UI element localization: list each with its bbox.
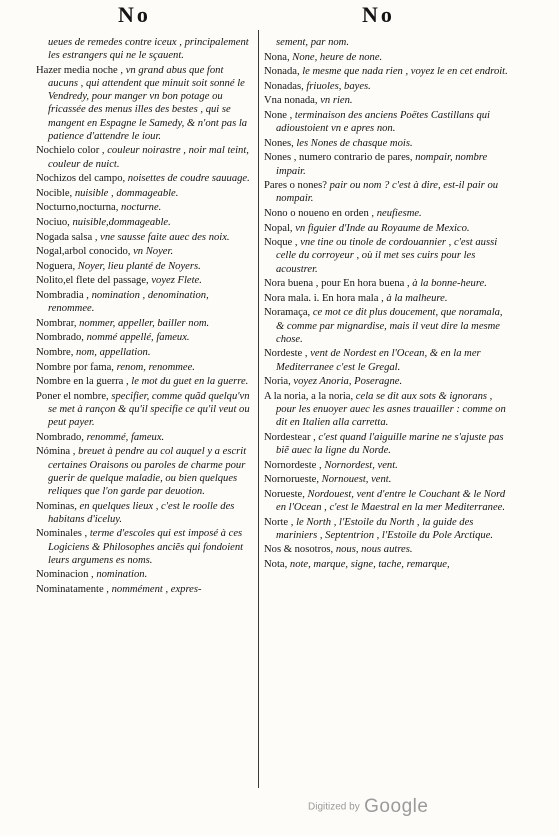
entry-translation: voyez Flete. <box>148 275 202 287</box>
entry-headword: Norte , <box>264 516 294 528</box>
dictionary-entry <box>264 236 510 276</box>
dictionary-entry <box>264 390 510 430</box>
dictionary-entry <box>36 64 256 143</box>
entry-translation: nomination , denomination, renommee. <box>48 289 209 315</box>
dictionary-entry <box>36 346 256 359</box>
left-running-head: No <box>118 2 151 27</box>
entry-translation: Nornordest, vent. <box>321 459 398 471</box>
entry-headword: Nombradia , <box>36 289 89 301</box>
entry-headword: Poner el nombre, <box>36 390 109 402</box>
entry-translation: les Nones de chasque mois. <box>293 137 413 149</box>
dictionary-entry <box>264 558 510 571</box>
entry-translation: vn Noyer. <box>130 246 174 258</box>
entry-translation: nommer, appeller, bailler nom. <box>76 317 210 329</box>
entry-translation: le North , l'Estoile du North , la guide des mariniers , Septentrion , l'Estoile du Pole Arctique. <box>276 516 494 541</box>
entry-headword: Nominatamente , <box>36 583 109 595</box>
entry-headword: Nonadas, <box>264 80 304 92</box>
entry-translation: noisettes de coudre sauuage. <box>125 173 250 185</box>
entry-headword: A la noria, a la noria, <box>264 390 354 402</box>
dictionary-entry <box>36 317 256 330</box>
entry-headword: Noria, <box>264 376 291 388</box>
entry-headword: Nonada, <box>264 66 300 78</box>
dictionary-entry <box>264 207 510 220</box>
dictionary-entry <box>264 222 510 235</box>
entry-headword: Nombrar, <box>36 317 77 329</box>
dictionary-entry <box>36 245 256 258</box>
entry-headword: Vna nonada, <box>264 95 318 107</box>
entry-headword: Nones, <box>264 137 294 149</box>
entry-headword: Nominacion , <box>36 569 94 581</box>
entry-headword: Nono o noueno en orden , <box>264 207 375 219</box>
dictionary-entry <box>264 292 510 305</box>
entry-headword: Nominas, <box>36 500 77 512</box>
entry-translation: vne sausse faite auec des noix. <box>97 231 230 243</box>
dictionary-entry <box>264 375 510 388</box>
dictionary-entry <box>264 431 510 457</box>
entry-translation: nompair, nombre impair. <box>276 152 488 177</box>
dictionary-entry <box>264 109 510 135</box>
entry-headword: Nora buena , pour En hora buena , <box>264 278 410 290</box>
dictionary-entry <box>264 516 510 542</box>
entry-translation: Noyer, lieu planté de Noyers. <box>75 260 201 272</box>
entry-headword: Nopal, <box>264 222 293 234</box>
dictionary-entry <box>36 431 256 444</box>
entry-translation: vn grand abus que font aucuns , qui attendent que minuit soit sonné le Vendredy, pour manger vn bon potage ou fricassée des menus illes des bestes , qui se mangent en Espagne le Samedy, & n'ont pas la patience d'attendre le iour. <box>48 64 248 142</box>
entry-translation: pair ou nom ? c'est à dire, est-il pair ou nompair. <box>276 180 499 205</box>
entry-translation: en quelques lieux , c'est le roolle des habitans d'iceluy. <box>48 500 235 525</box>
entry-translation: neufiesme. <box>374 207 422 219</box>
dictionary-entry <box>36 172 256 185</box>
dictionary-entry <box>36 289 256 315</box>
dictionary-entry <box>264 36 510 49</box>
entry-headword: Nona, <box>264 51 290 63</box>
dictionary-entry <box>36 500 256 526</box>
entry-translation: ce mot ce dit plus doucement, que noramala, & comme par mignardise, mais il veut dire la mesme chose. <box>276 307 503 345</box>
entry-translation: nous, nous autres. <box>333 544 413 556</box>
dictionary-entry <box>36 390 256 430</box>
entry-headword: Norueste, <box>264 488 305 500</box>
dictionary-entry <box>36 375 256 388</box>
entry-translation: vn figuier d'Inde au Royaume de Mexico. <box>292 222 470 234</box>
dictionary-entry <box>36 274 256 287</box>
dictionary-entry <box>36 144 256 170</box>
entry-translation: sement, par nom. <box>276 37 349 48</box>
dictionary-entry <box>36 216 256 229</box>
right-running-head: No <box>362 2 395 27</box>
entry-translation: vn rien. <box>317 95 353 107</box>
entry-headword: Nocturno,nocturna, <box>36 202 119 214</box>
entry-headword: Nornorueste, <box>264 474 320 486</box>
entry-translation: friuoles, bayes. <box>303 80 371 92</box>
entry-translation: nommément , expres- <box>108 583 202 595</box>
dictionary-entry <box>36 527 256 567</box>
entry-translation: le mot du guet en la guerre. <box>128 376 249 388</box>
entry-translation: ueues de remedes contre iceux , principalement les estrangers qui ne le sçauent. <box>48 37 249 62</box>
entry-translation: terme d'escoles qui est imposé à ces Logiciens & Philosophes anciẽs qui fondoient leurs argumens es noms. <box>48 528 244 566</box>
dictionary-entry <box>36 568 256 581</box>
entry-translation: nom, appellation. <box>73 346 151 358</box>
entry-headword: Nordestear , <box>264 431 316 443</box>
entry-headword: Nochielo color , <box>36 145 105 157</box>
entry-headword: Nos & nosotros, <box>264 544 334 556</box>
entry-translation: vne tine ou tinole de cordouannier , c'est aussi celle du corroyeur , où il met ses cuirs pour les acoustrer. <box>276 237 498 275</box>
column-divider <box>258 30 259 788</box>
dictionary-entry <box>264 473 510 486</box>
entry-headword: Nociuo, <box>36 216 70 228</box>
entry-translation: specifier, comme quãd quelqu'vn se met à rançon & qu'il specifie ce qu'il veut ou peut payer. <box>48 390 250 429</box>
entry-translation: à la malheure. <box>383 292 448 304</box>
dictionary-entry <box>36 231 256 244</box>
entry-translation: c'est quand l'aiguille marine ne s'ajuste pas biẽ auec la ligne du Norde. <box>276 431 504 456</box>
entry-translation: couleur noirastre , noir mal teint, couleur de nuict. <box>48 145 249 170</box>
entry-translation: cela se dit aux sots & ignorans , pour les enuoyer auec les asnes trauailler : comme on dit en Italien alla carretta. <box>276 390 506 429</box>
entry-headword: Nochizos del campo, <box>36 173 126 185</box>
entry-headword: Hazer media noche , <box>36 64 124 76</box>
dictionary-entry <box>36 36 256 62</box>
entry-headword: Noramaça, <box>264 307 311 319</box>
entry-translation: voyez Anoria, Poseragne. <box>290 376 403 388</box>
entry-translation: note, marque, signe, tache, remarque, <box>287 558 450 570</box>
entry-headword: Nombre en la guerra , <box>36 376 129 388</box>
entry-translation: Nordouest, vent d'entre le Couchant & le Nord en l'Ocean , c'est le Maestral en la mer Mediterranee. <box>276 488 506 513</box>
left-column <box>36 36 256 598</box>
entry-headword: Noque , <box>264 237 298 249</box>
dictionary-entry <box>36 445 256 498</box>
entry-translation: renom, renommee. <box>113 361 195 373</box>
entry-headword: Nombre, <box>36 346 74 358</box>
entry-translation: breuet à pendre au col auquel y a escrit certaines Oraisons ou paroles de charme pour guerir de quelque maladie, ou bien quelques reliques que l'on garde par deuotion. <box>48 446 247 497</box>
dictionary-entry <box>264 80 510 93</box>
entry-headword: Nones , numero contrario de pares, <box>264 152 413 164</box>
right-column <box>264 36 510 572</box>
watermark-prefix: Digitized by <box>308 801 360 813</box>
entry-translation: Nornouest, vent. <box>319 474 392 486</box>
dictionary-entry <box>264 459 510 472</box>
watermark-brand: Google <box>364 796 429 817</box>
dictionary-entry <box>264 51 510 64</box>
entry-headword: Nocible, <box>36 187 73 199</box>
entry-translation: nomination. <box>93 569 148 581</box>
entry-translation: le mesme que nada rien , voyez le en cet endroit. <box>299 66 508 78</box>
entry-translation: nuisible,dommageable. <box>69 216 171 228</box>
dictionary-entry <box>264 137 510 150</box>
dictionary-entry <box>264 179 510 205</box>
entry-headword: Nolito,el flete del passage, <box>36 275 149 287</box>
dictionary-entry <box>264 277 510 290</box>
dictionary-entry <box>264 94 510 107</box>
entry-translation: terminaison des anciens Poëtes Castillans qui adioustoient vn e apres non. <box>276 109 490 135</box>
entry-headword: Nota, <box>264 558 288 570</box>
entry-headword: Nominales , <box>36 528 88 540</box>
entry-translation: nommé appellé, fameux. <box>83 332 190 344</box>
entry-headword: Nornordeste , <box>264 459 322 471</box>
dictionary-entry <box>264 65 510 78</box>
entry-translation: vent de Nordest en l'Ocean, & en la mer Mediterranee c'est le Gregal. <box>276 348 481 373</box>
entry-headword: Nombrado, <box>36 431 84 443</box>
entry-translation: None, heure de none. <box>289 51 383 63</box>
entry-headword: Nordeste , <box>264 348 308 360</box>
entry-translation: nuisible , dommageable. <box>72 187 179 199</box>
dictionary-entry <box>36 583 256 596</box>
dictionary-entry <box>36 201 256 214</box>
entry-translation: à la bonne-heure. <box>409 278 487 290</box>
entry-translation: renommé, fameux. <box>83 431 165 443</box>
dictionary-entry <box>36 361 256 374</box>
entry-headword: Nombrado, <box>36 332 84 344</box>
dictionary-entry <box>36 331 256 344</box>
entry-translation: nocturne. <box>118 202 162 214</box>
entry-headword: Pares o nones? <box>264 180 327 192</box>
dictionary-entry <box>264 543 510 556</box>
dictionary-entry <box>264 151 510 177</box>
entry-headword: Nogal,arbol conocido, <box>36 246 131 258</box>
entry-headword: Noguera, <box>36 260 76 272</box>
dictionary-entry <box>264 347 510 373</box>
entry-headword: None , <box>264 109 293 121</box>
entry-headword: Nómina , <box>36 446 76 458</box>
entry-headword: Nogada salsa , <box>36 231 98 243</box>
entry-headword: Nombre por fama, <box>36 361 114 373</box>
dictionary-entry <box>36 260 256 273</box>
entry-headword: Nora mala. i. En hora mala , <box>264 292 384 304</box>
dictionary-entry <box>264 306 510 346</box>
digitized-watermark <box>308 796 518 818</box>
dictionary-entry <box>264 488 510 514</box>
dictionary-entry <box>36 187 256 200</box>
